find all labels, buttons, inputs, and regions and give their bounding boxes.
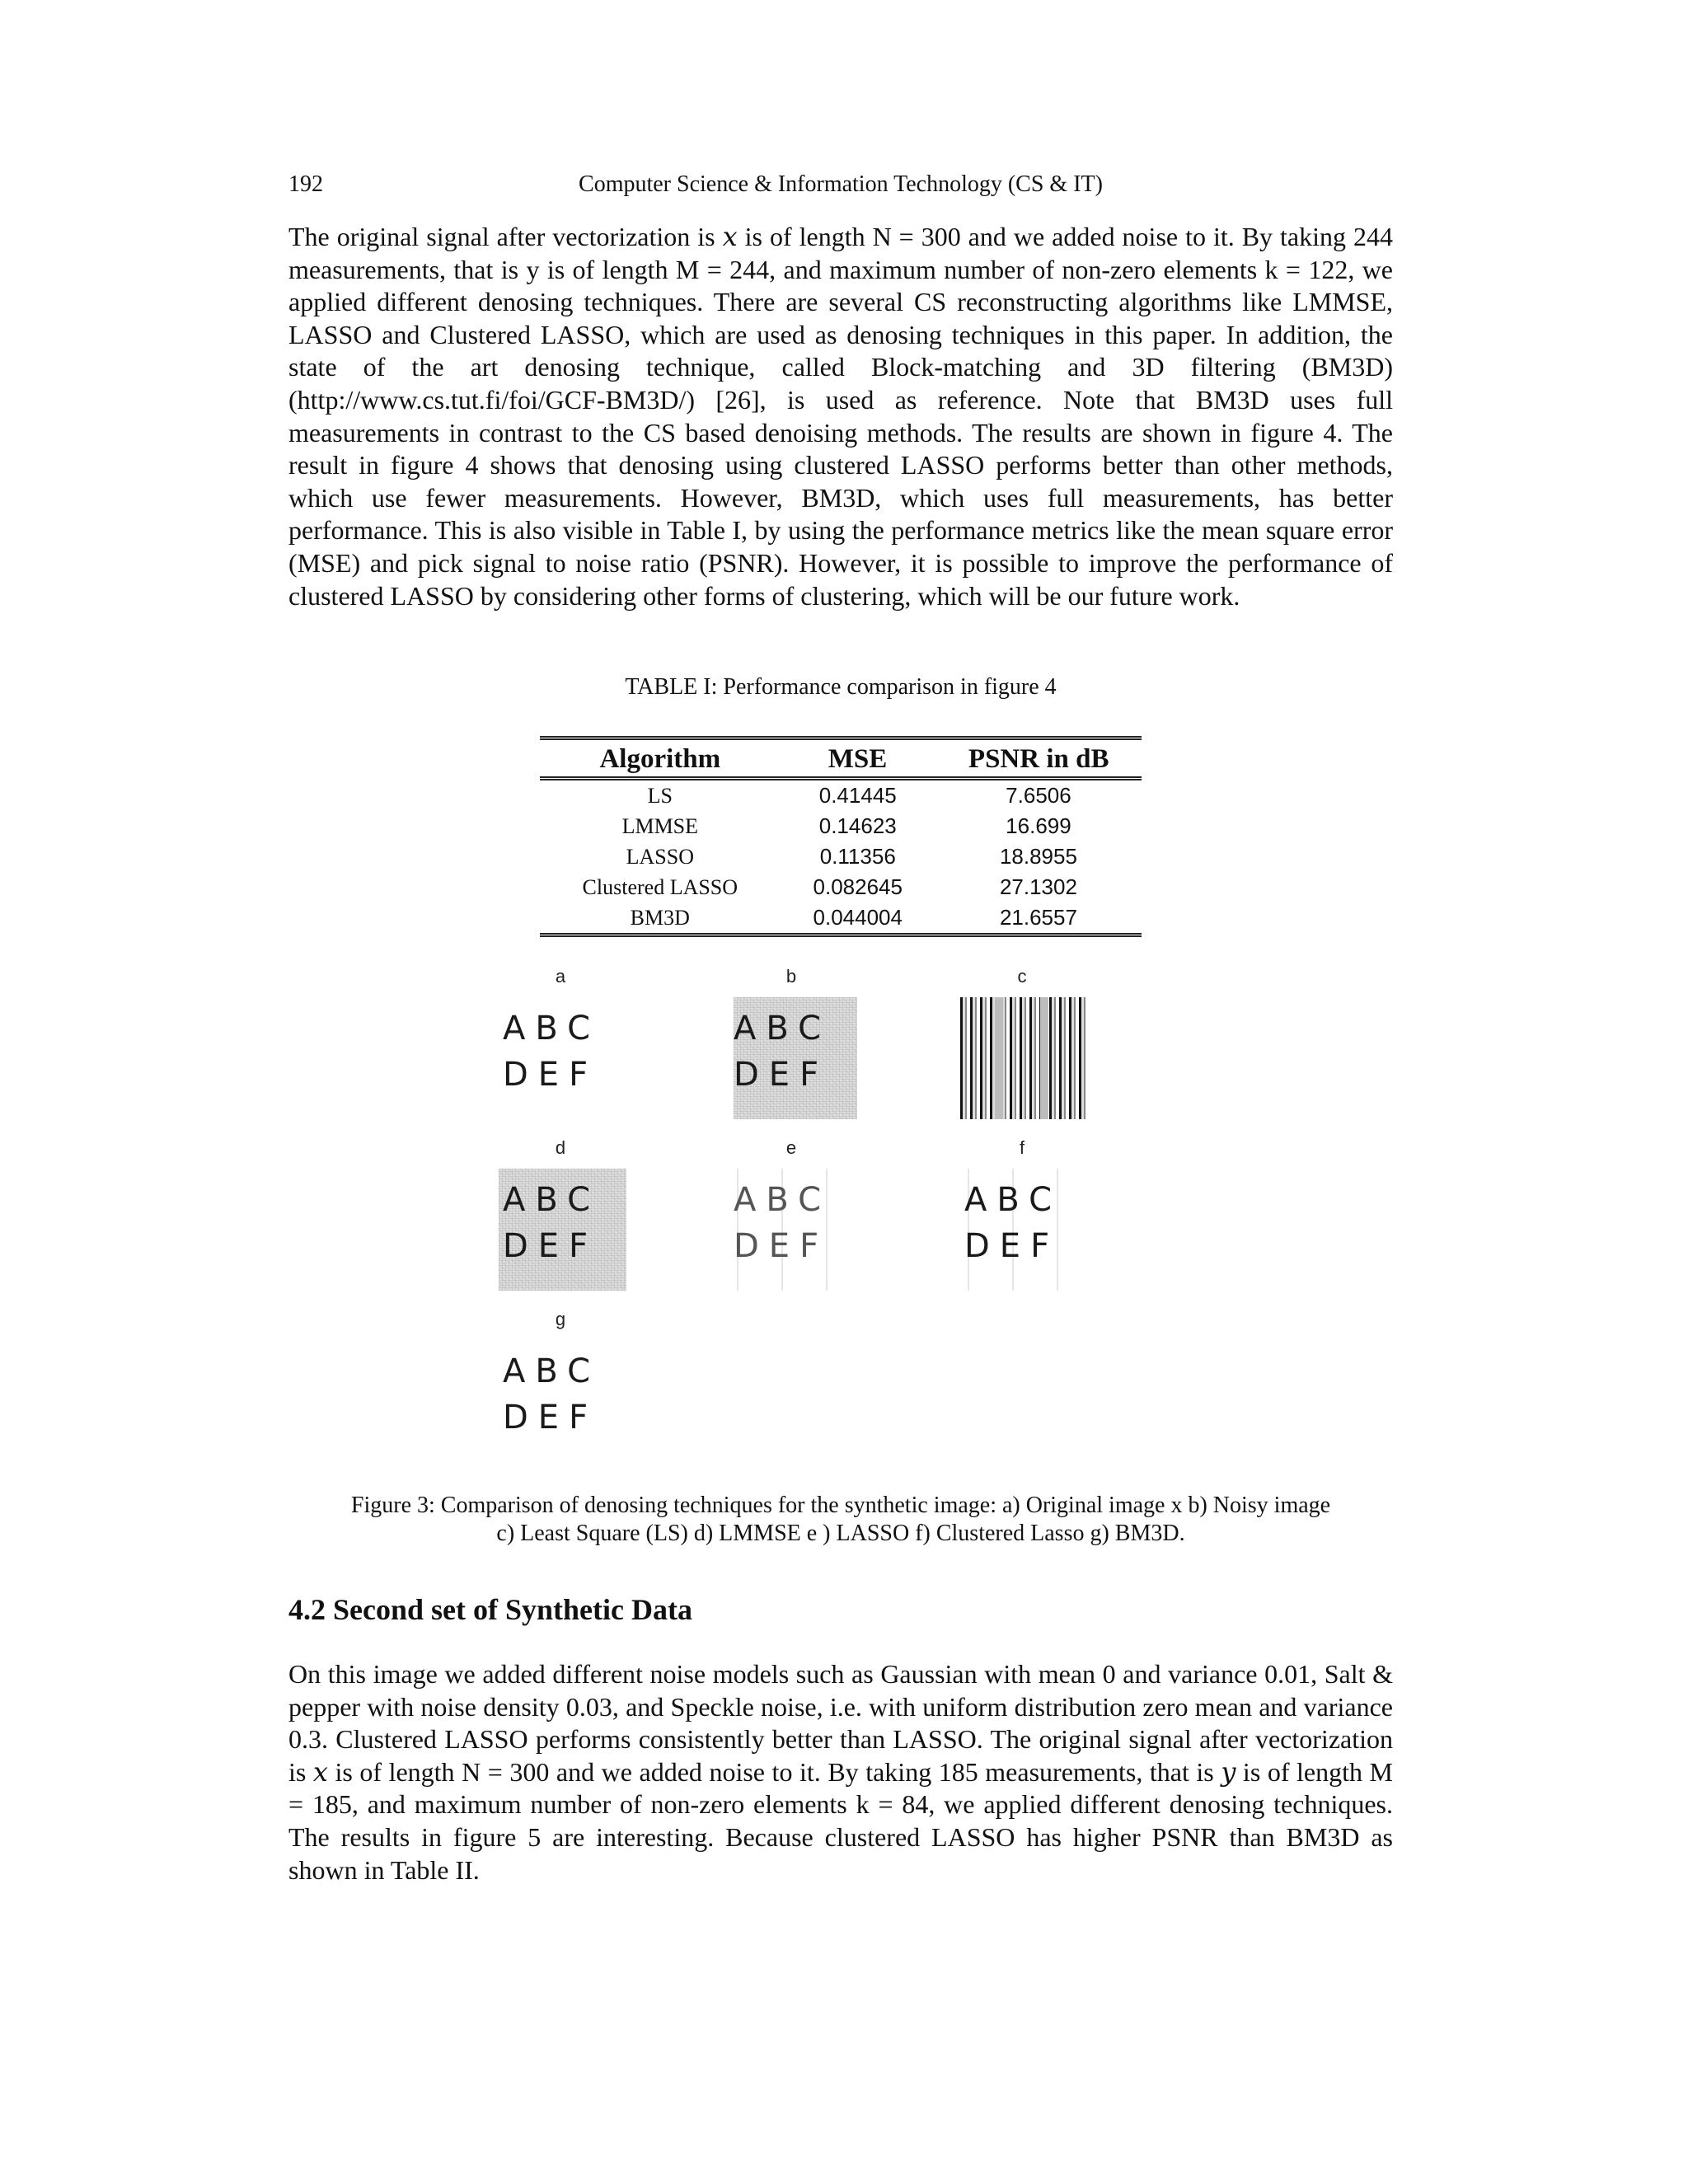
image-original: [495, 997, 626, 1119]
table-row: [540, 841, 1142, 872]
letters-row: DEF: [964, 1227, 1060, 1265]
section-heading: 4.2 Second set of Synthetic Data: [288, 1593, 692, 1626]
cell-psnr: 21.6557: [935, 902, 1142, 935]
panel-e-lasso: [725, 1137, 857, 1286]
cell-psnr: 7.6506: [1006, 783, 1071, 808]
table-row: [540, 902, 1142, 935]
cell-mse: 0.082645: [813, 874, 903, 899]
letters-row: DEF: [734, 1056, 829, 1094]
paragraph-text: On this image we added different noise models such as Gaussian with mean 0 and variance 0.01, Salt & pepper with noise density 0.03, and Speckle noise, i.e. with uniform distribution zero mean and variance 0.3. Clustered LASSO performs consistently better than LASSO. The original signal after vectorization is: [288, 1659, 1393, 1787]
math-x: x: [312, 1755, 328, 1788]
panel-label: b: [785, 966, 797, 987]
panel-c-least-square: [956, 966, 1088, 1114]
image-lasso: [725, 1169, 857, 1291]
panel-label: d: [555, 1137, 566, 1158]
paragraph-second-dataset: [288, 1658, 1393, 1886]
cell-mse: 0.11356: [819, 844, 896, 869]
letters-row: DEF: [503, 1227, 598, 1265]
table-caption: TABLE I: Performance comparison in figure 4: [625, 674, 1057, 700]
letters-row: DEF: [503, 1056, 598, 1094]
cell-algorithm: LS: [647, 783, 673, 808]
header-mse: MSE: [781, 738, 935, 779]
letters-row: DEF: [503, 1399, 598, 1436]
paragraph-text: is of length N = 300 and we added noise to it. By taking 185 measurements, that is: [327, 1756, 1221, 1787]
performance-table: [540, 736, 1142, 937]
math-y: y: [1221, 1755, 1236, 1788]
caption-line: Figure 3: Comparison of denosing techniques for the synthetic image: a) Original image x b) Noisy image: [350, 1493, 1331, 1518]
panel-a-original: [495, 966, 626, 1114]
paragraph-text: The original signal after vectorization is: [288, 222, 723, 251]
panel-b-noisy: [725, 966, 857, 1114]
panel-label: e: [785, 1137, 797, 1158]
cell-algorithm: Clustered LASSO: [582, 874, 738, 899]
image-clustered-lasso: [956, 1169, 1088, 1291]
cell-algorithm: LASSO: [626, 844, 694, 869]
letters-row: ABC: [503, 1010, 601, 1047]
math-x: x: [722, 221, 738, 252]
panel-d-lmmse: [495, 1137, 626, 1286]
caption-line: c) Least Square (LS) d) LMMSE e ) LASSO f) Clustered Lasso g) BM3D.: [496, 1521, 1185, 1546]
cell-algorithm: BM3D: [540, 902, 781, 935]
panel-label: g: [555, 1309, 566, 1329]
letters-row: DEF: [734, 1227, 829, 1265]
header-algorithm: Algorithm: [540, 738, 781, 779]
table-header-row: [540, 738, 1142, 779]
image-lmmse: [499, 1169, 626, 1291]
paragraph-text: is of length M = 185, and maximum number of non-zero elements k = 84, we applied different denosing techniques. The results in figure 5 are interesting. Because clustered LASSO has higher PSNR than BM3D as shown in Table II.: [288, 1756, 1394, 1885]
header-psnr: PSNR in dB: [935, 738, 1142, 779]
figure-caption: [288, 1492, 1393, 1548]
panel-g-bm3d: [495, 1309, 626, 1457]
cell-mse: 0.14623: [818, 813, 897, 838]
table-row: [540, 779, 1142, 812]
paragraph-text: is of length N = 300 and we added noise to it. By taking 244 measurements, that is y is of length M = 244, and maximum number of non-zero elements k = 122, we applied different denosing techniques. There are several CS reconstructing algorithms like LMMSE, LASSO and Clustered LASSO, which are used as denosing techniques in this paper. In addition, the state of the art denosing technique, called Block-matching and 3D filtering (BM3D) (http://www.cs.tut.fi/foi/GCF-BM3D/) [26], is used as reference. Note that BM3D uses full measurements in contrast to the CS based denoising methods. The results are shown in figure 4. The result in figure 4 shows that denosing using clustered LASSO performs better than other methods, which use fewer measurements. However, BM3D, which uses full measurements, has better performance. This is also visible in Table I, by using the performance metrics like the mean square error (MSE) and pick signal to noise ratio (PSNR). However, it is possible to improve the performance of clustered LASSO by considering other forms of clustering, which will be our future work.: [288, 222, 1394, 611]
panel-f-clustered-lasso: [956, 1137, 1088, 1286]
table-row: [540, 872, 1142, 902]
letters-row: ABC: [734, 1010, 832, 1047]
cell-mse: 0.044004: [781, 902, 935, 935]
letters-row: ABC: [734, 1181, 832, 1219]
journal-title: Computer Science & Information Technology (CS & IT): [579, 171, 1103, 197]
cell-psnr: 27.1302: [999, 874, 1077, 899]
running-header: [288, 171, 1393, 204]
cell-algorithm: LMMSE: [621, 813, 699, 838]
cell-psnr: 18.8955: [999, 844, 1077, 869]
page-number: 192: [288, 171, 323, 197]
panel-label: a: [555, 966, 566, 987]
panel-label: c: [1017, 966, 1027, 987]
cell-psnr: 16.699: [1006, 813, 1071, 838]
letters-row: ABC: [964, 1181, 1062, 1219]
image-noisy: [734, 997, 857, 1119]
table-row: [540, 811, 1142, 841]
paragraph-results: [288, 221, 1393, 612]
letters-row: ABC: [503, 1181, 601, 1219]
cell-mse: 0.41445: [818, 783, 897, 808]
image-bm3d: [495, 1340, 626, 1462]
letters-row: ABC: [503, 1352, 601, 1390]
panel-label: f: [1019, 1137, 1025, 1158]
image-least-square: [960, 997, 1088, 1119]
